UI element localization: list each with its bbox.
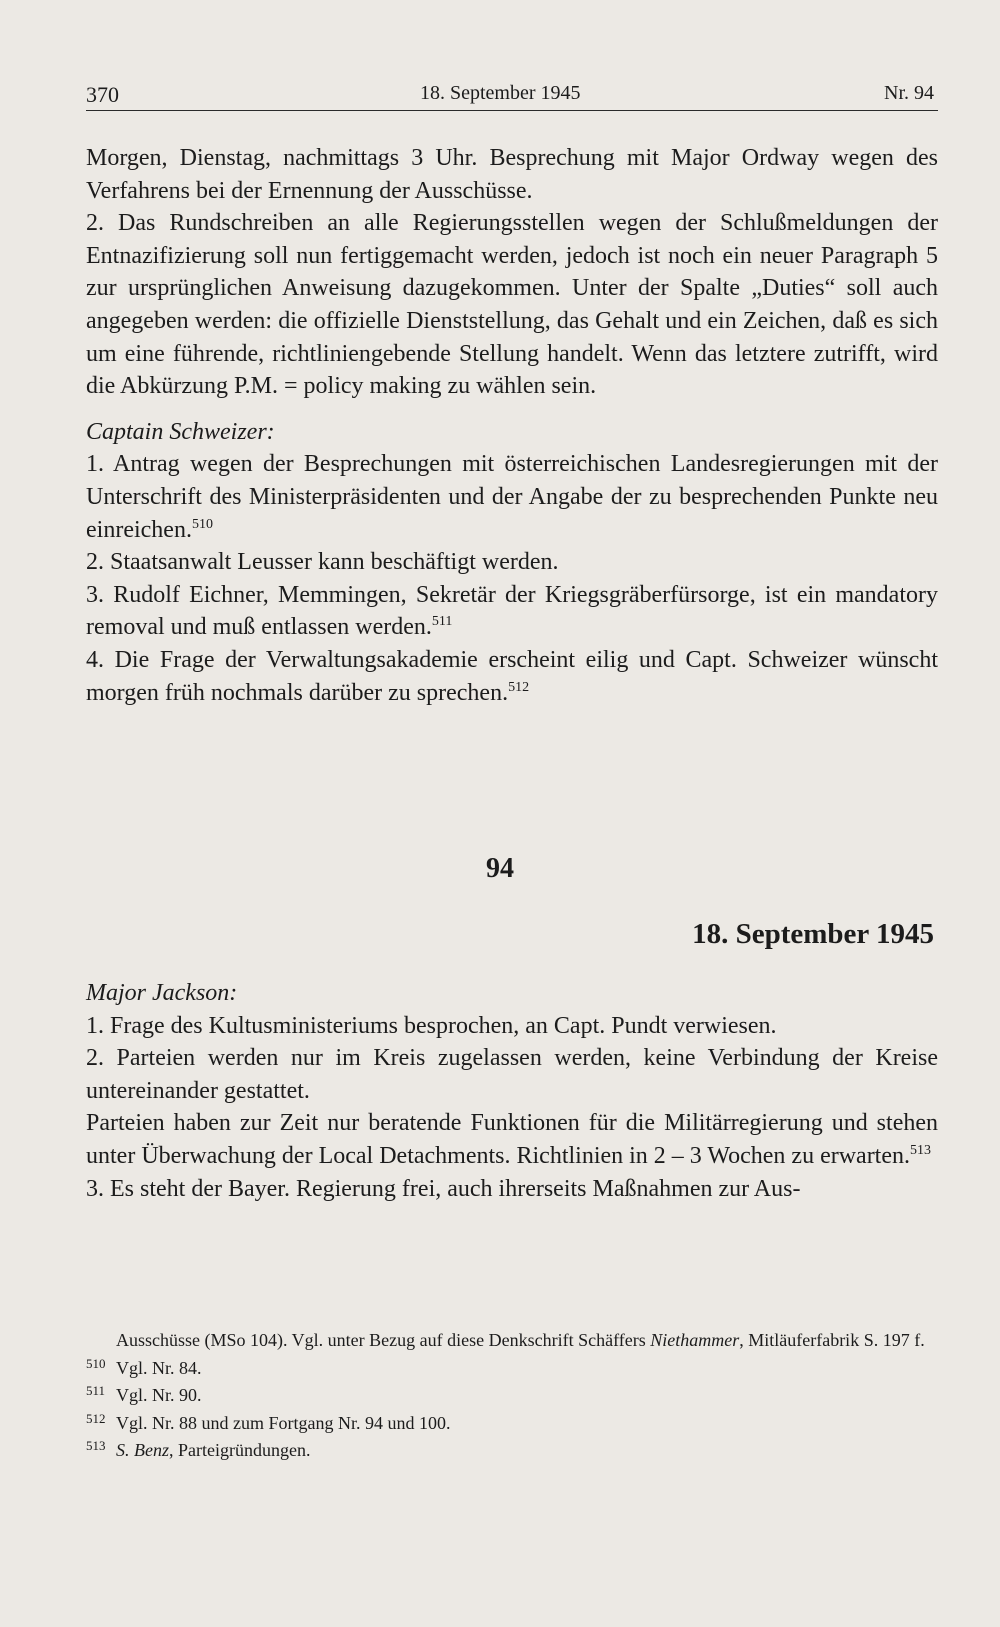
- list-item: 2. Parteien werden nur im Kreis zugelassen werden, keine Verbindung der Kreise untereinander gestattet.: [86, 1045, 938, 1104]
- speaker-label: Captain Schweizer:: [86, 418, 275, 445]
- footnote-ref[interactable]: 512: [508, 679, 530, 695]
- footnote: 513 S. Benz, Parteigründungen.: [86, 1437, 938, 1465]
- paragraph: Morgen, Dienstag, nachmittags 3 Uhr. Besprechung mit Major Ordway wegen des Verfahrens bei der Ernennung der Ausschüsse.: [86, 145, 938, 204]
- footnote-ref[interactable]: 511: [431, 614, 453, 630]
- running-head-date: 18. September 1945: [420, 82, 581, 104]
- footnote: 512 Vgl. Nr. 88 und zum Fortgang Nr. 94 und 100.: [86, 1410, 938, 1438]
- previous-document-text: [86, 142, 938, 709]
- footnote-mark: 512: [86, 1410, 106, 1426]
- footnote-mark: 511: [86, 1383, 106, 1398]
- footnote-mark: 510: [86, 1355, 106, 1371]
- footnote-ref[interactable]: 510: [191, 516, 213, 532]
- list-item: 3. Rudolf Eichner, Memmingen, Sekretär der Kriegsgräberfürsorge, ist ein mandatory removal und muß entlassen werden.$^{511}$: [86, 581, 938, 641]
- list-item: 1. Frage des Kultusministeriums besprochen, an Capt. Pundt verwiesen.: [86, 1012, 777, 1039]
- footnote-ref[interactable]: 513: [910, 1142, 932, 1158]
- running-head: [86, 76, 938, 111]
- footnote-continuation: Ausschüsse (MSo 104). Vgl. unter Bezug auf diese Denkschrift Schäffers Niethammer, Mitläuferfabrik S. 197 f.: [116, 1330, 925, 1350]
- list-item: 3. Es steht der Bayer. Regierung frei, auch ihrerseits Maßnahmen zur Aus-: [86, 1175, 801, 1202]
- list-item: 2. Staatsanwalt Leusser kann beschäftigt werden.: [86, 549, 559, 576]
- footnotes: [86, 1327, 938, 1465]
- footnote: 510 Vgl. Nr. 84.: [86, 1355, 938, 1383]
- list-item: 1. Antrag wegen der Besprechungen mit österreichischen Landesregierungen mit der Unterschrift des Ministerpräsidenten und der Angabe der zu besprechenden Punkte neu einreichen.$^{510}$: [86, 451, 938, 543]
- list-item: Parteien haben zur Zeit nur beratende Funktionen für die Militärregierung und stehen unter Überwachung der Local Detachments. Richtlinien in 2 – 3 Wochen zu erwarten.$^{513}$: [86, 1110, 938, 1169]
- document-number: 94: [486, 853, 514, 884]
- paragraph: 2. Das Rundschreiben an alle Regierungsstellen wegen der Schlußmeldungen der Entnazifizierung soll nun fertiggemacht werden, jedoch ist noch ein neuer Paragraph 5 zur ursprünglichen Anweisung dazugekommen. Unter der Spalte „Duties“ soll auch angegeben werden: die offizielle Dienststellung, das Gehalt und ein Zeichen, daß es sich um eine führende, richtliniengebende Stellung handelt. Wenn das letztere zutrifft, wird die Abkürzung P.M. = policy making zu wählen sein.: [86, 210, 938, 400]
- footnote-mark: 513: [86, 1438, 106, 1453]
- running-head-doc-ref: Nr. 94: [884, 82, 934, 104]
- list-item: 4. Die Frage der Verwaltungsakademie erscheint eilig und Capt. Schweizer wünscht morgen früh nochmals darüber zu sprechen.$^{512}$: [86, 646, 938, 706]
- footnote: 511 Vgl. Nr. 90.: [86, 1382, 938, 1410]
- document-text: [86, 977, 938, 1205]
- document-date: 18. September 1945: [692, 918, 934, 950]
- page-number: 370: [86, 82, 119, 107]
- speaker-label: Major Jackson:: [86, 980, 238, 1006]
